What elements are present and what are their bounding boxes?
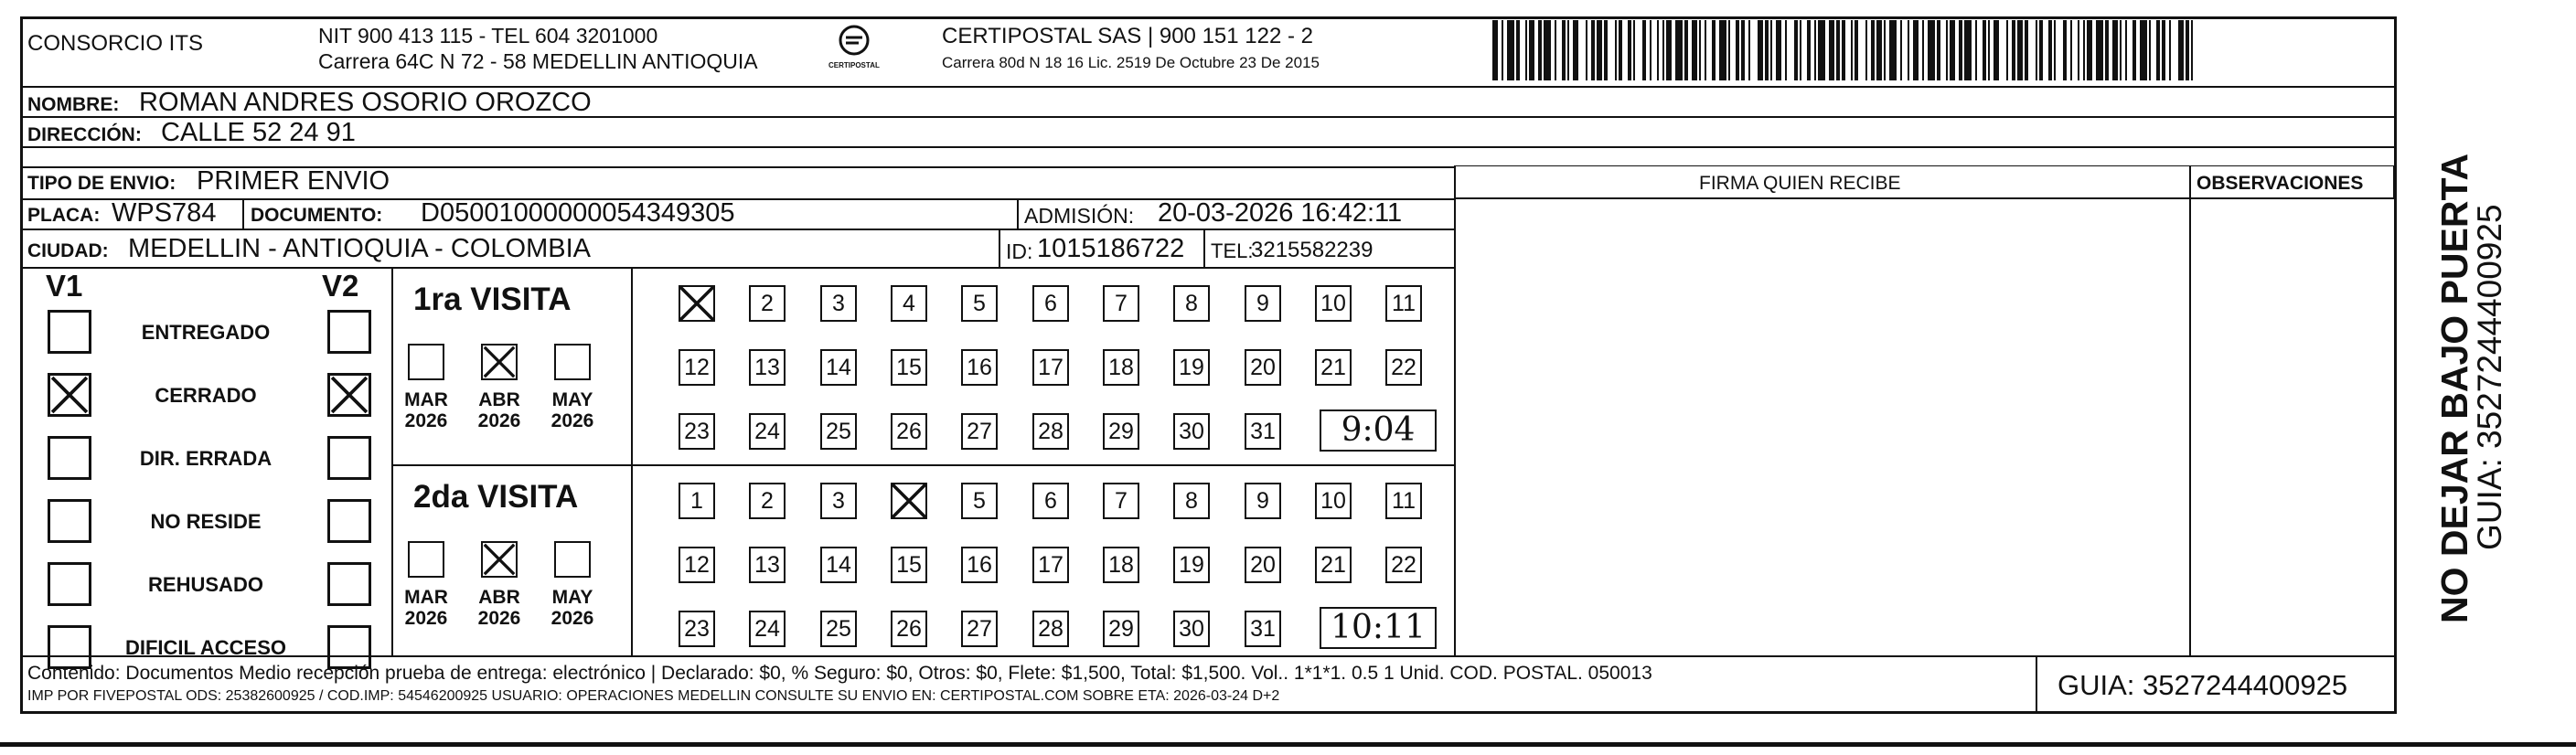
day-checkbox[interactable]: 18 (1103, 349, 1139, 386)
month-checkbox[interactable] (554, 541, 591, 578)
direccion-label: DIRECCIÓN: (27, 124, 142, 145)
day-checkbox[interactable]: 1 (679, 483, 715, 519)
day-checkbox[interactable]: 31 (1245, 611, 1281, 647)
direccion-value: CALLE 52 24 91 (161, 118, 356, 147)
day-checkbox[interactable]: 11 (1385, 285, 1422, 322)
month-label: ABR 2026 (477, 389, 521, 432)
day-checkbox[interactable]: 9 (1245, 483, 1281, 519)
v1-checkbox[interactable] (48, 310, 91, 354)
day-checkbox[interactable] (679, 285, 715, 322)
day-checkbox[interactable]: 7 (1103, 285, 1139, 322)
day-checkbox[interactable]: 6 (1032, 483, 1069, 519)
ciudad-label: CIUDAD: (27, 240, 109, 261)
day-checkbox[interactable]: 20 (1245, 349, 1281, 386)
day-checkbox[interactable]: 30 (1173, 413, 1210, 450)
no-dejar-bajo-puerta: NO DEJAR BAJO PUERTA (2433, 153, 2475, 623)
month-label: MAY 2026 (550, 587, 594, 630)
id-label: ID: (1006, 239, 1033, 263)
month-label: MAR 2026 (404, 389, 448, 432)
day-checkbox[interactable]: 22 (1385, 349, 1422, 386)
observaciones-header: OBSERVACIONES (2197, 173, 2364, 194)
day-checkbox[interactable]: 27 (961, 611, 998, 647)
barcode (1492, 20, 2197, 80)
day-checkbox[interactable]: 20 (1245, 547, 1281, 583)
visit-title: 1ra VISITA (413, 282, 572, 317)
day-checkbox[interactable]: 11 (1385, 483, 1422, 519)
visit-time: 10:11 (1320, 607, 1437, 649)
nit-line: NIT 900 413 115 - TEL 604 3201000 (318, 24, 658, 48)
placa-value: WPS784 (112, 198, 217, 228)
v2-checkbox[interactable] (327, 562, 371, 606)
day-checkbox[interactable]: 28 (1032, 611, 1069, 647)
v2-checkbox[interactable] (327, 436, 371, 480)
company-address: Carrera 64C N 72 - 58 MEDELLIN ANTIOQUIA (318, 49, 758, 73)
v2-checkbox[interactable] (327, 310, 371, 354)
day-checkbox[interactable] (891, 483, 927, 519)
day-checkbox[interactable]: 3 (820, 483, 857, 519)
day-checkbox[interactable]: 21 (1315, 349, 1352, 386)
placa-label: PLACA: (27, 205, 101, 226)
day-checkbox[interactable]: 25 (820, 611, 857, 647)
day-checkbox[interactable]: 17 (1032, 547, 1069, 583)
status-label: CERRADO (155, 384, 257, 407)
day-checkbox[interactable]: 12 (679, 547, 715, 583)
courier-line: CERTIPOSTAL SAS | 900 151 122 - 2 (942, 24, 1313, 48)
status-label: REHUSADO (148, 573, 263, 596)
day-checkbox[interactable]: 14 (820, 349, 857, 386)
documento-value: D05001000000054349305 (421, 198, 735, 228)
day-checkbox[interactable]: 10 (1315, 483, 1352, 519)
day-checkbox[interactable]: 15 (891, 547, 927, 583)
day-checkbox[interactable]: 9 (1245, 285, 1281, 322)
day-checkbox[interactable]: 21 (1315, 547, 1352, 583)
month-checkbox[interactable] (554, 344, 591, 380)
day-checkbox[interactable]: 22 (1385, 547, 1422, 583)
day-checkbox[interactable]: 29 (1103, 611, 1139, 647)
visit-time: 9:04 (1320, 409, 1437, 452)
day-checkbox[interactable]: 24 (749, 611, 786, 647)
day-checkbox[interactable]: 17 (1032, 349, 1069, 386)
day-checkbox[interactable]: 13 (749, 547, 786, 583)
day-checkbox[interactable]: 2 (749, 285, 786, 322)
visit-title: 2da VISITA (413, 479, 579, 515)
day-checkbox[interactable]: 24 (749, 413, 786, 450)
day-checkbox[interactable]: 7 (1103, 483, 1139, 519)
tel-label: TEL: (1211, 239, 1254, 262)
day-checkbox[interactable]: 8 (1173, 483, 1210, 519)
day-checkbox[interactable]: 6 (1032, 285, 1069, 322)
day-checkbox[interactable]: 14 (820, 547, 857, 583)
v1-checkbox[interactable] (48, 499, 91, 543)
v2-checkbox[interactable] (327, 499, 371, 543)
day-checkbox[interactable]: 5 (961, 285, 998, 322)
day-checkbox[interactable]: 25 (820, 413, 857, 450)
tel-value: 3215582239 (1251, 238, 1374, 262)
day-checkbox[interactable]: 10 (1315, 285, 1352, 322)
day-checkbox[interactable]: 5 (961, 483, 998, 519)
day-checkbox[interactable]: 12 (679, 349, 715, 386)
admision-label: ADMISIÓN: (1024, 204, 1135, 228)
month-label: MAY 2026 (550, 389, 594, 432)
nombre-value: ROMAN ANDRES OSORIO OROZCO (139, 88, 592, 117)
id-value: 1015186722 (1037, 234, 1185, 263)
imp-text: IMP POR FIVEPOSTAL ODS: 25382600925 / COD.IMP: 54546200925 USUARIO: OPERACIONES MEDELLIN CONSULTE SU ENVIO EN: CERTIPOSTAL.COM SOBRE ETA: 2026-03-24 D+2 (27, 688, 1280, 704)
contenido-text: Contenido: Documentos Medio recepción prueba de entrega: electrónico | Declarado: $0, % Seguro: $0, Otros: $0, Flete: $1,500, Total: $1,500. Vol.. 1*1*1. 0.5 1 Unid. COD. POSTAL. 050013 (27, 663, 1652, 684)
day-checkbox[interactable]: 3 (820, 285, 857, 322)
tipo-label: TIPO DE ENVIO: (27, 173, 176, 194)
day-checkbox[interactable]: 23 (679, 611, 715, 647)
day-checkbox[interactable]: 16 (961, 547, 998, 583)
day-checkbox[interactable]: 23 (679, 413, 715, 450)
month-label: MAR 2026 (404, 587, 448, 630)
nombre-label: NOMBRE: (27, 94, 120, 115)
day-checkbox[interactable]: 19 (1173, 547, 1210, 583)
day-checkbox[interactable]: 2 (749, 483, 786, 519)
v1-checkbox[interactable] (48, 436, 91, 480)
v1-checkbox[interactable] (48, 373, 91, 417)
month-checkbox[interactable] (481, 344, 518, 380)
day-checkbox[interactable]: 18 (1103, 547, 1139, 583)
company-name: CONSORCIO ITS (27, 31, 204, 56)
v2-header: V2 (322, 269, 359, 303)
day-checkbox[interactable]: 8 (1173, 285, 1210, 322)
status-label: DIR. ERRADA (139, 447, 273, 470)
month-label: ABR 2026 (477, 587, 521, 630)
status-label: NO RESIDE (150, 510, 262, 533)
status-label: DIFICIL ACCESO (124, 636, 286, 659)
day-checkbox[interactable]: 26 (891, 413, 927, 450)
day-checkbox[interactable]: 27 (961, 413, 998, 450)
month-checkbox[interactable] (481, 541, 518, 578)
month-checkbox[interactable] (408, 541, 444, 578)
day-checkbox[interactable]: 28 (1032, 413, 1069, 450)
day-checkbox[interactable]: 30 (1173, 611, 1210, 647)
v1-header: V1 (46, 269, 83, 303)
status-label: ENTREGADO (141, 321, 271, 344)
day-checkbox[interactable]: 19 (1173, 349, 1210, 386)
guia-footer: GUIA: 3527244400925 (2058, 669, 2348, 701)
day-checkbox[interactable]: 26 (891, 611, 927, 647)
month-checkbox[interactable] (408, 344, 444, 380)
admision-value: 20-03-2026 16:42:11 (1158, 198, 1403, 228)
firma-header: FIRMA QUIEN RECIBE (1699, 173, 1901, 194)
certipostal-logo: CERTIPOSTAL (828, 22, 880, 77)
day-checkbox[interactable]: 31 (1245, 413, 1281, 450)
side-guia: GUIA: 3527244400925 (2471, 204, 2508, 550)
ciudad-value: MEDELLIN - ANTIOQUIA - COLOMBIA (128, 234, 591, 263)
bottom-rule (0, 742, 2576, 747)
documento-label: DOCUMENTO: (251, 205, 383, 226)
day-checkbox[interactable]: 13 (749, 349, 786, 386)
day-checkbox[interactable]: 15 (891, 349, 927, 386)
day-checkbox[interactable]: 4 (891, 285, 927, 322)
tipo-value: PRIMER ENVIO (197, 166, 390, 196)
day-checkbox[interactable]: 16 (961, 349, 998, 386)
v1-checkbox[interactable] (48, 562, 91, 606)
day-checkbox[interactable]: 29 (1103, 413, 1139, 450)
courier-address: Carrera 80d N 18 16 Lic. 2519 De Octubre 23 De 2015 (942, 54, 1320, 71)
v2-checkbox[interactable] (327, 373, 371, 417)
